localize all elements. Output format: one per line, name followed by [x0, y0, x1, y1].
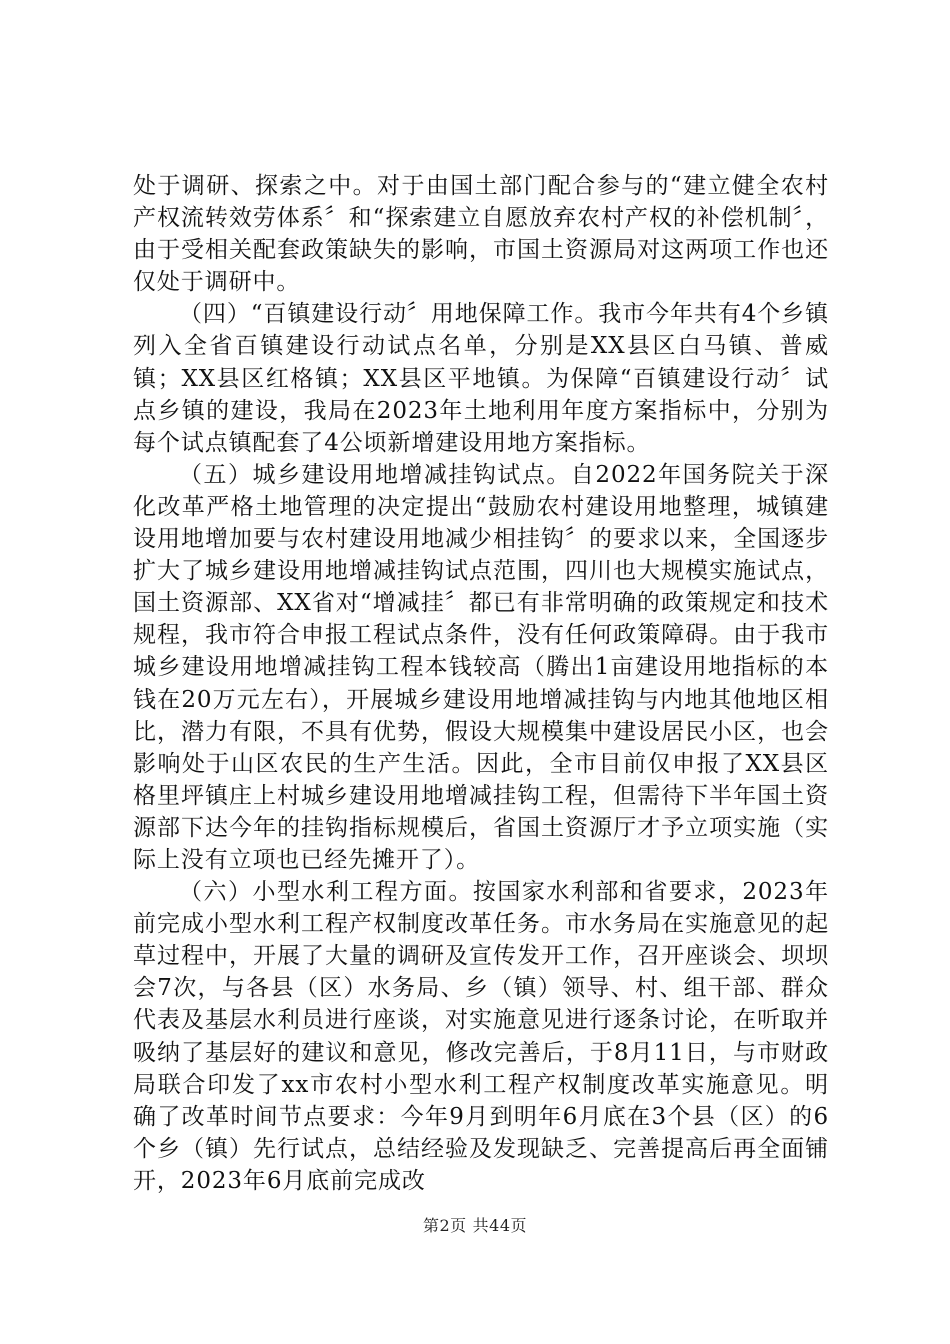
page-footer [0, 1213, 950, 1236]
paragraph-section-5: （五）城乡建设用地增减挂钩试点。自2022年国务院关于深化改革严格土地管理的决定提出“鼓励农村建设用地整理，城镇建设用地增加要与农村建设用地减少相挂钩〞的要求以来，全国逐步扩大了城乡建设用地增减挂钩试点范围，四川也大规模实施试点，国土资源部、XX省对“增减挂〞都已有非常明确的政策规定和技术规程，我市符合申报工程试点条件，没有任何政策障碍。由于我市城乡建设用地增减挂钩工程本钱较高（腾出1亩建设用地指标的本钱在20万元左右），开展城乡建设用地增减挂钩与内地其他地区相比，潜力有限，不具有优势，假设大规模集中建设居民小区，也会影响处于山区农民的生产生活。因此，全市目前仅申报了XX县区格里坪镇庄上村城乡建设用地增减挂钩工程，但需待下半年国土资源部下达今年的挂钩指标规模后，省国土资源厅才予立项实施（实际上没有立项也已经先摊开了）。 [133, 461, 829, 873]
page-total: 共44页 [472, 1216, 528, 1235]
paragraph-section-4: （四）“百镇建设行动〞用地保障工作。我市今年共有4个乡镇列入全省百镇建设行动试点名单，分别是XX县区白马镇、普威镇；XX县区红格镇；XX县区平地镇。为保障“百镇建设行动〞试点乡镇的建设，我局在2023年土地利用年度方案指标中，分别为每个试点镇配套了4公顷新增建设用地方案指标。 [133, 301, 829, 456]
page-number: 第2页 [422, 1216, 467, 1235]
document-body [133, 170, 829, 1197]
paragraph-section-6: （六）小型水利工程方面。按国家水利部和省要求，2023年前完成小型水利工程产权制度改革任务。市水务局在实施意见的起草过程中，开展了大量的调研及宣传发开工作，召开座谈会、坝坝会7次，与各县（区）水务局、乡（镇）领导、村、组干部、群众代表及基层水利员进行座谈，对实施意见进行逐条讨论，在听取并吸纳了基层好的建议和意见，修改完善后，于8月11日，与市财政局联合印发了xx市农村小型水利工程产权制度改革实施意见。明确了改革时间节点要求：今年9月到明年6月底在3个县（区）的6个乡（镇）先行试点，总结经验及发现缺乏、完善提高后再全面铺开，2023年6月底前完成改 [133, 879, 829, 1194]
paragraph-continuation: 处于调研、探索之中。对于由国土部门配合参与的“建立健全农村产权流转效劳体系〞和“探索建立自愿放弃农村产权的补偿机制〞，由于受相关配套政策缺失的影响，市国土资源局对这两项工作也还仅处于调研中。 [133, 173, 829, 296]
